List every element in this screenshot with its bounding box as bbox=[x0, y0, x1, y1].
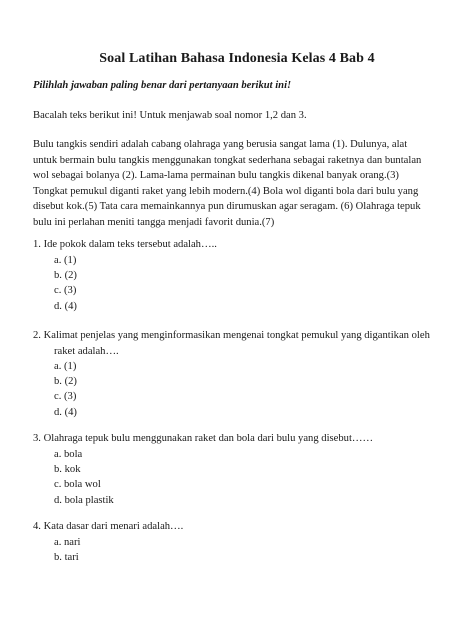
answer-option[interactable]: c. bola wol bbox=[54, 479, 101, 491]
question-text: 3. Olahraga tepuk bulu menggunakan raket dan bola dari bulu yang disebut…… bbox=[33, 433, 374, 444]
passage-line: disebut kok.(5) Tata cara memainkannya pun dirumuskan agar seragam. (6) Olahraga tepuk bbox=[33, 201, 421, 213]
question-2 bbox=[33, 328, 430, 359]
passage-line: Bulu tangkis sendiri adalah cabang olahraga yang berusia sangat lama (1). Dulunya, alat bbox=[33, 139, 408, 150]
page-title: Soal Latihan Bahasa Indonesia Kelas 4 Bab 4 bbox=[99, 51, 375, 66]
answer-option[interactable]: c. (3) bbox=[54, 391, 77, 403]
question-4 bbox=[33, 519, 183, 535]
passage-line: Tongkat pemukul diganti raket yang lebih modern.(4) Bola wol diganti bola dari bulu yang bbox=[33, 185, 419, 197]
question-text: 1. Ide pokok dalam teks tersebut adalah….. bbox=[33, 239, 217, 250]
answer-option[interactable]: d. bola plastik bbox=[54, 494, 114, 506]
question-1-options bbox=[54, 253, 77, 314]
question-2-options bbox=[54, 359, 77, 420]
answer-option[interactable]: a. (1) bbox=[54, 255, 77, 266]
passage-line: wol sebagai bolanya (2). Lama-lama permainan bulu tangkis dikenal banyak orang.(3) bbox=[33, 170, 399, 182]
question-4-options bbox=[54, 535, 80, 565]
passage-line: untuk bermain bulu tangkis menggunakan tongkat sederhana sebagai raketnya dan buntalan bbox=[33, 154, 422, 166]
answer-option[interactable]: d. (4) bbox=[54, 406, 77, 418]
reading-passage bbox=[33, 137, 421, 231]
passage-line: bulu ini perlahan meniti tangga menjadi favorit dunia.(7) bbox=[33, 216, 275, 228]
answer-option[interactable]: c. (3) bbox=[54, 285, 77, 297]
intro-text: Bacalah teks berikut ini! Untuk menjawab soal nomor 1,2 dan 3. bbox=[33, 110, 307, 121]
question-1 bbox=[33, 237, 217, 253]
question-text: 2. Kalimat penjelas yang menginformasikan mengenai tongkat pemukul yang digantikan oleh bbox=[33, 330, 430, 341]
answer-option[interactable]: b. tari bbox=[54, 552, 79, 564]
answer-option[interactable]: a. (1) bbox=[54, 361, 77, 372]
answer-option[interactable]: b. (2) bbox=[54, 376, 77, 388]
question-3-options bbox=[54, 447, 114, 508]
instruction-text: Pilihlah jawaban paling benar dari pertanyaan berikut ini! bbox=[33, 80, 292, 91]
question-text: 4. Kata dasar dari menari adalah…. bbox=[33, 521, 184, 532]
question-text-continued: raket adalah…. bbox=[54, 345, 119, 357]
answer-option[interactable]: a. nari bbox=[54, 537, 81, 548]
question-3 bbox=[33, 431, 373, 447]
answer-option[interactable]: b. (2) bbox=[54, 270, 77, 282]
answer-option[interactable]: d. (4) bbox=[54, 300, 77, 312]
answer-option[interactable]: b. kok bbox=[54, 464, 81, 476]
answer-option[interactable]: a. bola bbox=[54, 449, 83, 460]
